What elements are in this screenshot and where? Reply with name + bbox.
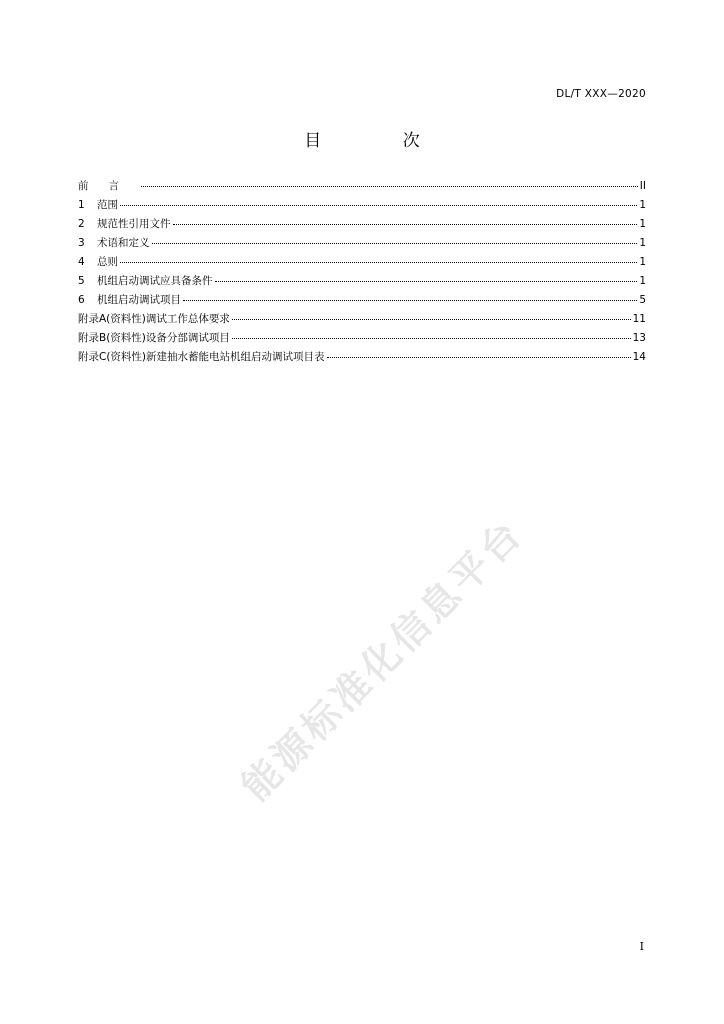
toc-leader-dots	[120, 250, 637, 263]
toc-entry-page: II	[639, 180, 646, 192]
toc-entry-number: 4	[78, 256, 85, 268]
toc-entry-page: 1	[639, 218, 646, 230]
toc-entry-label: 术语和定义	[97, 237, 150, 249]
toc-leader-dots	[327, 345, 631, 358]
toc-entry-label: 机组启动调试应具备条件	[97, 275, 213, 287]
toc-entry-label: 附录A(资料性)调试工作总体要求	[78, 313, 230, 325]
toc-entry-number: 3	[78, 237, 85, 249]
toc-leader-dots	[120, 193, 637, 206]
toc-entry[interactable]	[78, 347, 646, 366]
toc-entry-label: 规范性引用文件	[97, 218, 171, 230]
toc-leader-dots	[173, 212, 638, 225]
toc-entry-label: 附录C(资料性)新建抽水蓄能电站机组启动调试项目表	[78, 351, 325, 363]
toc-entry-number: 1	[78, 199, 85, 211]
toc-entry-label: 机组启动调试项目	[97, 294, 181, 306]
toc-entry-page: 11	[632, 313, 646, 325]
toc-entry-label: 前言	[78, 180, 139, 192]
toc-entry-page: 5	[639, 294, 646, 306]
toc-entry-number: 6	[78, 294, 85, 306]
toc-entry-label: 范围	[97, 199, 118, 211]
toc-leader-dots	[232, 326, 631, 339]
toc-title: 目 次	[304, 131, 458, 151]
toc-leader-dots	[152, 231, 638, 244]
toc-entry-label: 附录B(资料性)设备分部调试项目	[78, 332, 230, 344]
table-of-contents	[78, 176, 646, 366]
toc-leader-dots	[232, 307, 631, 320]
document-code: DL/T XXX—2020	[556, 88, 646, 100]
toc-entry-page: 1	[639, 256, 646, 268]
toc-entry-page: 1	[639, 275, 646, 287]
toc-entry-label: 总则	[97, 256, 118, 268]
toc-entry-number: 2	[78, 218, 85, 230]
toc-entry-page: 1	[639, 237, 646, 249]
toc-entry-page: 1	[639, 199, 646, 211]
toc-leader-dots	[183, 288, 637, 301]
page-number: I	[639, 940, 644, 953]
toc-leader-dots	[215, 269, 638, 282]
toc-leader-dots	[141, 174, 638, 187]
watermark: 能源标准化信息平台	[233, 510, 532, 810]
toc-entry-page: 13	[632, 332, 646, 344]
toc-entry-number: 5	[78, 275, 85, 287]
toc-entry-page: 14	[632, 351, 646, 363]
